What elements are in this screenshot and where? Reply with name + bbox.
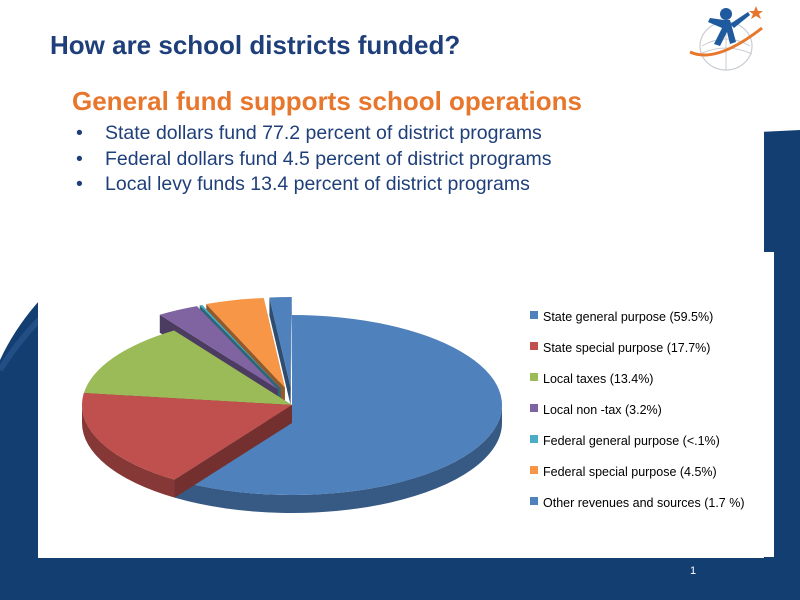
legend-swatch xyxy=(530,373,538,381)
legend-swatch xyxy=(530,497,538,505)
legend-swatch xyxy=(530,435,538,443)
pie-chart xyxy=(60,255,530,515)
legend-item xyxy=(530,339,760,370)
legend-item xyxy=(530,308,760,339)
bullet-text: Local levy funds 13.4 percent of district programs xyxy=(105,173,530,195)
bullet-text: State dollars fund 77.2 percent of district programs xyxy=(105,122,542,144)
legend-label: Local taxes (13.4%) xyxy=(543,372,654,386)
bullet-marker: • xyxy=(76,173,83,195)
legend-label: State general purpose (59.5%) xyxy=(543,310,714,324)
legend-swatch xyxy=(530,404,538,412)
legend-label: Federal special purpose (4.5%) xyxy=(543,465,717,479)
legend-item xyxy=(530,432,760,463)
legend-swatch xyxy=(530,342,538,350)
legend-label: Local non -tax (3.2%) xyxy=(543,403,662,417)
legend-swatch xyxy=(530,311,538,319)
bullet-item xyxy=(76,172,552,198)
legend-item xyxy=(530,463,760,494)
legend-item xyxy=(530,370,760,401)
bullet-marker: • xyxy=(76,122,83,144)
legend-label: State special purpose (17.7%) xyxy=(543,341,711,355)
chart-legend xyxy=(530,308,760,525)
legend-label: Federal general purpose (<.1%) xyxy=(543,434,720,448)
slide-subtitle: General fund supports school operations xyxy=(72,86,582,116)
bullet-list xyxy=(76,121,552,198)
bullet-text: Federal dollars fund 4.5 percent of district programs xyxy=(105,147,552,170)
slide-title: How are school districts funded? xyxy=(50,30,461,60)
bullet-item xyxy=(76,147,552,173)
page-number: 1 xyxy=(690,565,697,577)
legend-swatch xyxy=(530,466,538,474)
bullet-item xyxy=(76,121,552,147)
legend-item xyxy=(530,494,760,525)
star-figure-logo-icon xyxy=(686,2,768,78)
legend-label: Other revenues and sources (1.7 %) xyxy=(543,496,745,510)
bullet-marker: • xyxy=(76,147,83,170)
legend-item xyxy=(530,401,760,432)
